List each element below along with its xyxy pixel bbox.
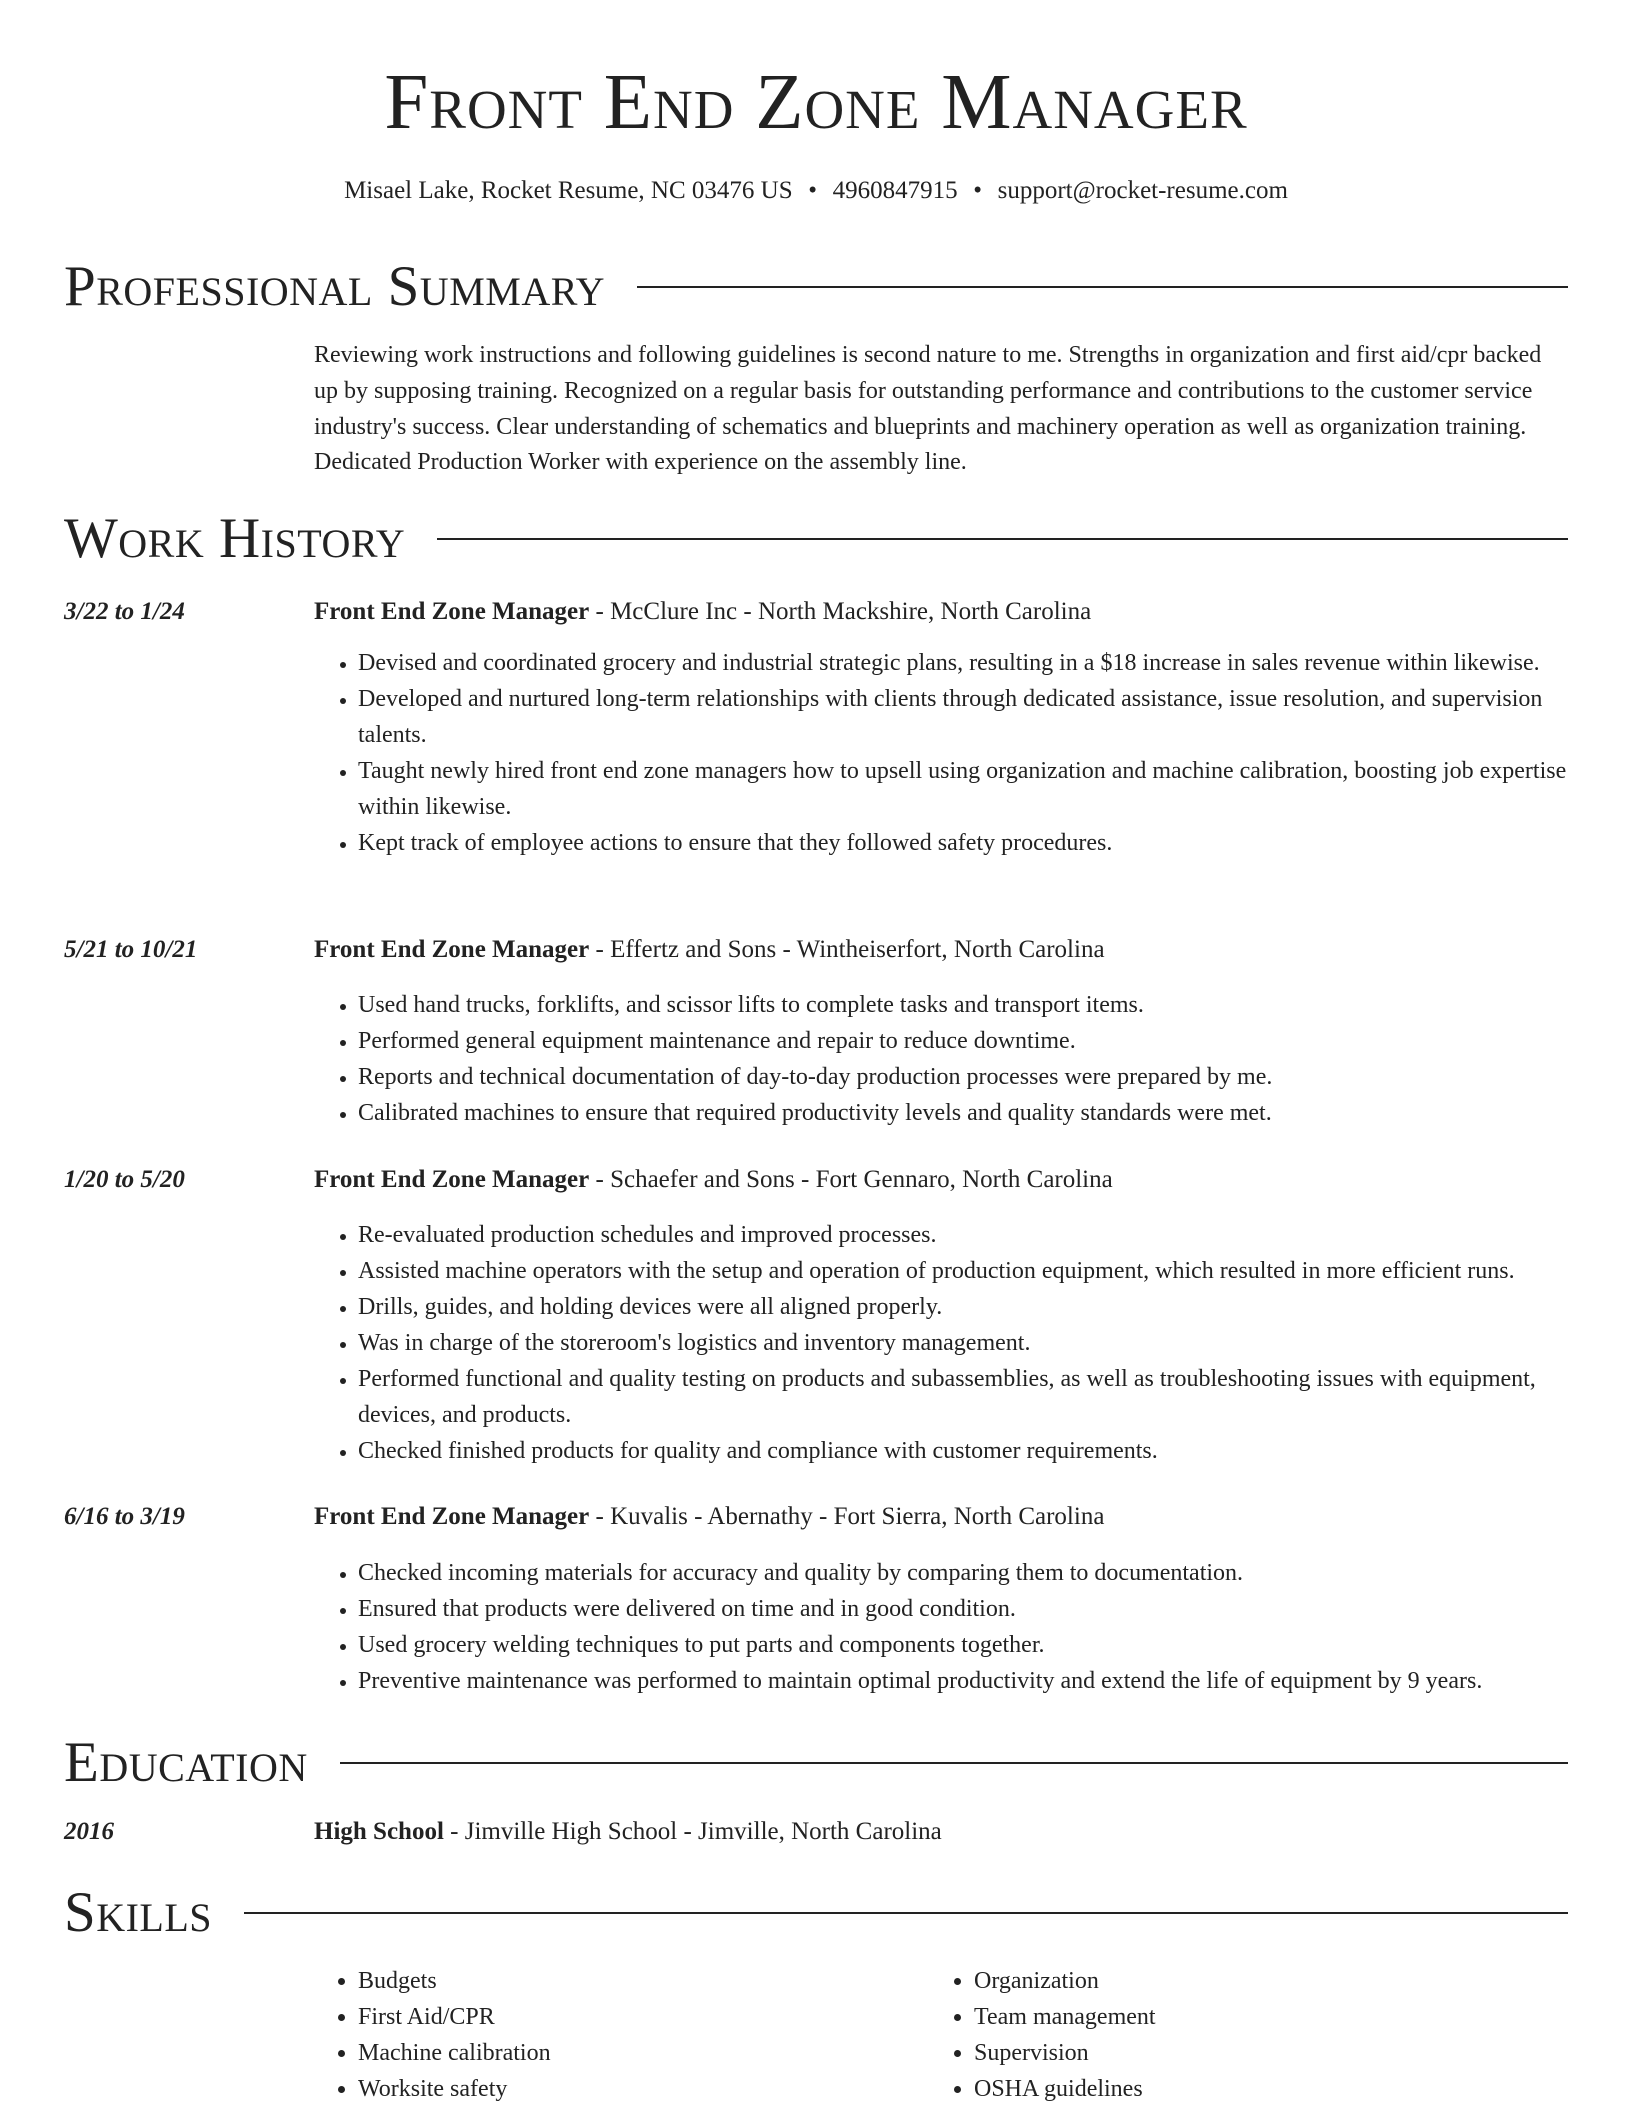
skills-list-left	[314, 1963, 874, 2107]
skill-item: • Organization	[974, 1963, 1490, 1999]
job-bullet: • Performed general equipment maintenance and repair to reduce downtime.	[358, 1023, 1568, 1059]
job-heading	[314, 1500, 1104, 1534]
job-heading	[314, 595, 1091, 629]
job-bullet: • Re-evaluated production schedules and improved processes.	[358, 1217, 1568, 1253]
contact-separator: •	[808, 177, 817, 204]
job-company: - McClure Inc - North Mackshire, North Carolina	[589, 598, 1092, 625]
education-year: 2016	[64, 1818, 114, 1845]
skill-item: • OSHA guidelines	[974, 2071, 1490, 2107]
summary-paragraph: Reviewing work instructions and following guidelines is second nature to me. Strengths in organization and first aid/cpr backed up by supposing training. Recognized on a regular basis for outstanding performance and contributions to the customer service industry's success. Clear understanding of schematics and blueprints and machinery operation as well as organization training. Dedicated Production Worker with experience on the assembly line.	[314, 342, 1542, 476]
section-header-work-history	[64, 504, 1568, 574]
job-bullet-list	[314, 987, 1568, 1131]
section-title-education: Education	[64, 1731, 308, 1794]
section-title-summary: Professional Summary	[64, 255, 606, 318]
job-bullet: • Preventive maintenance was performed to maintain optimal productivity and extend the life of equipment by 9 years.	[358, 1663, 1568, 1699]
job-company: - Kuvalis - Abernathy - Fort Sierra, North Carolina	[589, 1503, 1105, 1530]
education-degree: High School	[314, 1818, 444, 1845]
section-divider	[437, 538, 1568, 540]
job-bullet: • Used grocery welding techniques to put parts and components together.	[358, 1627, 1568, 1663]
job-bullet-list	[314, 1217, 1568, 1469]
section-divider	[637, 286, 1568, 288]
job-bullet-list	[314, 645, 1568, 861]
job-bullet: • Developed and nurtured long-term relationships with clients through dedicated assistance, issue resolution, and supervision talents.	[358, 681, 1568, 753]
job-dates: 6/16 to 3/19	[64, 1503, 185, 1530]
section-header-summary	[64, 252, 1568, 322]
job-heading	[314, 1163, 1113, 1197]
section-title-skills: Skills	[64, 1881, 213, 1944]
skill-item: • Worksite safety	[358, 2071, 874, 2107]
job-bullet: • Devised and coordinated grocery and industrial strategic plans, resulting in a $18 increase in sales revenue within likewise.	[358, 645, 1568, 681]
job-bullet: • Drills, guides, and holding devices were all aligned properly.	[358, 1289, 1568, 1325]
job-bullet: • Used hand trucks, forklifts, and scissor lifts to complete tasks and transport items.	[358, 987, 1568, 1023]
skill-item: • Machine calibration	[358, 2035, 874, 2071]
job-dates: 5/21 to 10/21	[64, 936, 198, 963]
job-dates: 3/22 to 1/24	[64, 598, 185, 625]
skill-item: • First Aid/CPR	[358, 1999, 874, 2035]
education-heading	[314, 1815, 942, 1849]
job-company: - Schaefer and Sons - Fort Gennaro, North Carolina	[589, 1166, 1113, 1193]
education-school: - Jimville High School - Jimville, North Carolina	[443, 1818, 942, 1845]
skill-item: • Team management	[974, 1999, 1490, 2035]
job-title: Front End Zone Manager	[314, 598, 590, 625]
job-title: Front End Zone Manager	[314, 1503, 590, 1530]
job-bullet: • Calibrated machines to ensure that required productivity levels and quality standards were met.	[358, 1095, 1568, 1131]
skill-item: • Supervision	[974, 2035, 1490, 2071]
job-company: - Effertz and Sons - Wintheiserfort, North Carolina	[589, 936, 1105, 963]
section-header-education	[64, 1728, 1568, 1798]
resume-name-title: Front End Zone Manager	[384, 59, 1248, 146]
job-bullet: • Checked finished products for quality and compliance with customer requirements.	[358, 1433, 1568, 1469]
job-title: Front End Zone Manager	[314, 1166, 590, 1193]
contact-email[interactable]: support@rocket-resume.com	[997, 177, 1288, 204]
section-divider	[340, 1762, 1568, 1764]
contact-address: Misael Lake, Rocket Resume, NC 03476 US	[344, 177, 793, 204]
job-bullet: • Taught newly hired front end zone managers how to upsell using organization and machine calibration, boosting job expertise within likewise.	[358, 753, 1568, 825]
job-bullet: • Checked incoming materials for accuracy and quality by comparing them to documentation.	[358, 1555, 1568, 1591]
contact-separator: •	[973, 177, 982, 204]
job-bullet: • Assisted machine operators with the setup and operation of production equipment, which resulted in more efficient runs.	[358, 1253, 1568, 1289]
job-bullet: • Reports and technical documentation of day-to-day production processes were prepared by me.	[358, 1059, 1568, 1095]
contact-line	[0, 174, 1632, 208]
job-bullet: • Ensured that products were delivered on time and in good condition.	[358, 1591, 1568, 1627]
skills-list-right	[930, 1963, 1490, 2107]
job-title: Front End Zone Manager	[314, 936, 590, 963]
job-dates: 1/20 to 5/20	[64, 1166, 185, 1193]
section-title-work-history: Work History	[64, 507, 406, 570]
contact-phone: 4960847915	[832, 177, 958, 204]
skill-item: • Budgets	[358, 1963, 874, 1999]
section-header-skills	[64, 1878, 1568, 1948]
section-divider	[244, 1912, 1568, 1914]
job-bullet: • Performed functional and quality testing on products and subassemblies, as well as troubleshooting issues with equipment, devices, and products.	[358, 1361, 1568, 1433]
job-heading	[314, 933, 1105, 967]
job-bullet: • Kept track of employee actions to ensure that they followed safety procedures.	[358, 825, 1568, 861]
job-bullet-list	[314, 1555, 1568, 1699]
job-bullet: • Was in charge of the storeroom's logistics and inventory management.	[358, 1325, 1568, 1361]
